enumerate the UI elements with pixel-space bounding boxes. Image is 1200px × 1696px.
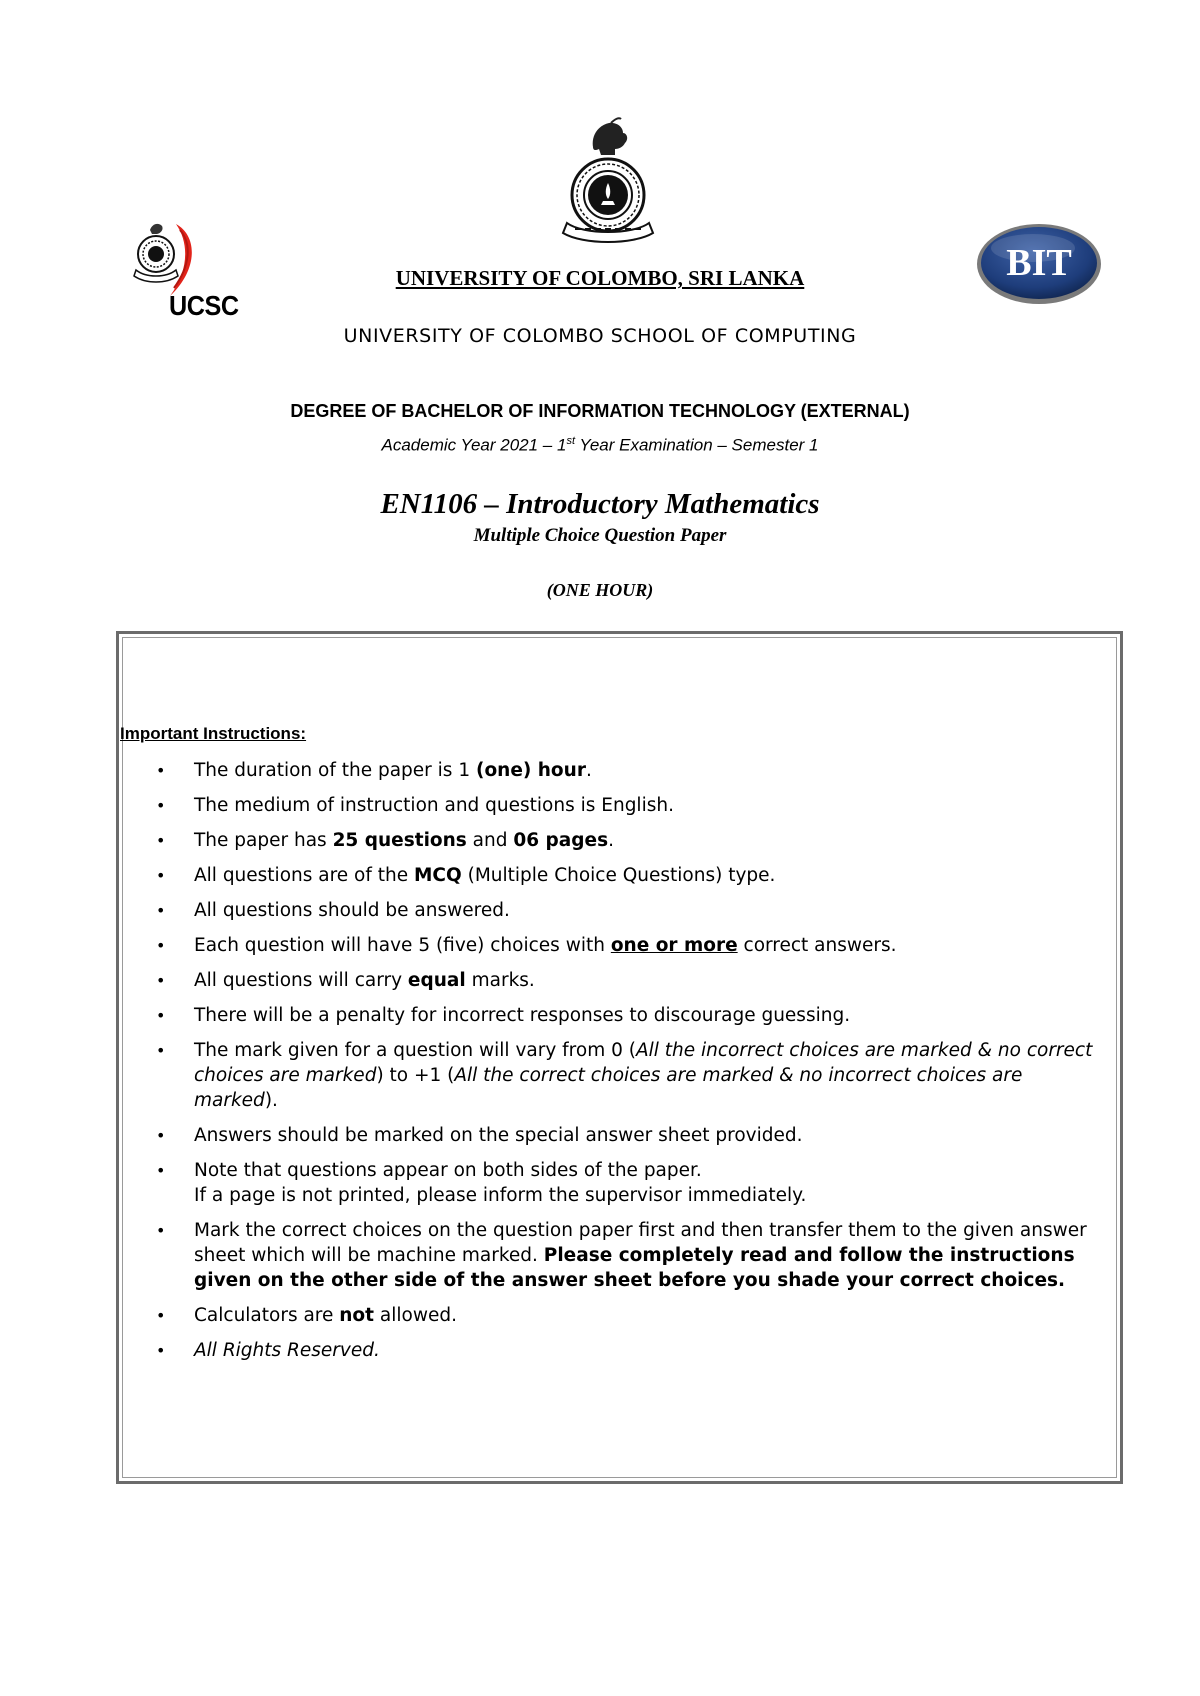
bullet-icon: •: [156, 866, 166, 885]
bullet-icon: •: [156, 901, 166, 920]
school-title: UNIVERSITY OF COLOMBO SCHOOL OF COMPUTING: [343, 325, 857, 347]
list-item: • The duration of the paper is 1 (one) hour.: [156, 760, 592, 781]
paper-type: Multiple Choice Question Paper: [473, 525, 727, 546]
list-item: • Each question will have 5 (five) choices with one or more correct answers.: [156, 935, 897, 956]
bullet-icon: •: [156, 1006, 166, 1025]
degree-title: DEGREE OF BACHELOR OF INFORMATION TECHNOLOGY (EXTERNAL): [290, 401, 910, 421]
bullet-icon: •: [156, 1341, 166, 1360]
list-item: • All questions will carry equal marks.: [156, 970, 535, 991]
bullet-icon: •: [156, 831, 166, 850]
bit-logo-text: BIT: [1006, 242, 1072, 284]
bit-logo: [975, 222, 1103, 306]
list-item: • Answers should be marked on the special answer sheet provided.: [156, 1125, 803, 1146]
university-crest-logo: [553, 117, 663, 247]
list-item: • The medium of instruction and questions is English.: [156, 795, 674, 816]
bullet-icon: •: [156, 796, 166, 815]
instructions-heading: Important Instructions:: [120, 724, 307, 743]
bullet-icon: •: [156, 1161, 166, 1180]
list-item: • The mark given for a question will vary from 0 (All the incorrect choices are marked & no correct choices are marked) to +1 (All the correct choices are marked & no incorrect choices are marked).: [156, 1040, 1093, 1111]
bullet-icon: •: [156, 1221, 166, 1240]
academic-prefix: Academic Year 2021 – 1: [381, 435, 567, 455]
list-item: • Mark the correct choices on the question paper first and then transfer them to the given answer sheet which will be machine marked. Please completely read and follow the instructions given on the other side of the answer sheet before you shade your correct choices.: [156, 1220, 1087, 1291]
list-item: • There will be a penalty for incorrect responses to discourage guessing.: [156, 1005, 851, 1026]
course-title: EN1106 – Introductory Mathematics: [380, 488, 820, 520]
university-title: UNIVERSITY OF COLOMBO, SRI LANKA: [395, 266, 805, 290]
bullet-icon: •: [156, 1126, 166, 1145]
academic-ordinal: st: [566, 435, 575, 447]
bullet-icon: •: [156, 936, 166, 955]
bullet-icon: •: [156, 1041, 166, 1060]
exam-duration: (ONE HOUR): [546, 580, 654, 600]
academic-suffix: Year Examination – Semester 1: [575, 435, 819, 455]
list-item: • All questions are of the MCQ (Multiple Choice Questions) type.: [156, 865, 776, 886]
bullet-icon: •: [156, 1306, 166, 1325]
list-item: • Note that questions appear on both sides of the paper. If a page is not printed, please inform the supervisor immediately.: [156, 1160, 807, 1206]
list-item: • All Rights Reserved.: [156, 1340, 380, 1361]
bullet-icon: •: [156, 761, 166, 780]
ucsc-logo-text: UCSC: [169, 290, 239, 321]
academic-year-line: [0, 435, 1200, 456]
instructions-list: [156, 758, 1101, 1373]
bullet-icon: •: [156, 971, 166, 990]
list-item: • Calculators are not allowed.: [156, 1305, 457, 1326]
list-item: • All questions should be answered.: [156, 900, 510, 921]
list-item: • The paper has 25 questions and 06 pages.: [156, 830, 614, 851]
